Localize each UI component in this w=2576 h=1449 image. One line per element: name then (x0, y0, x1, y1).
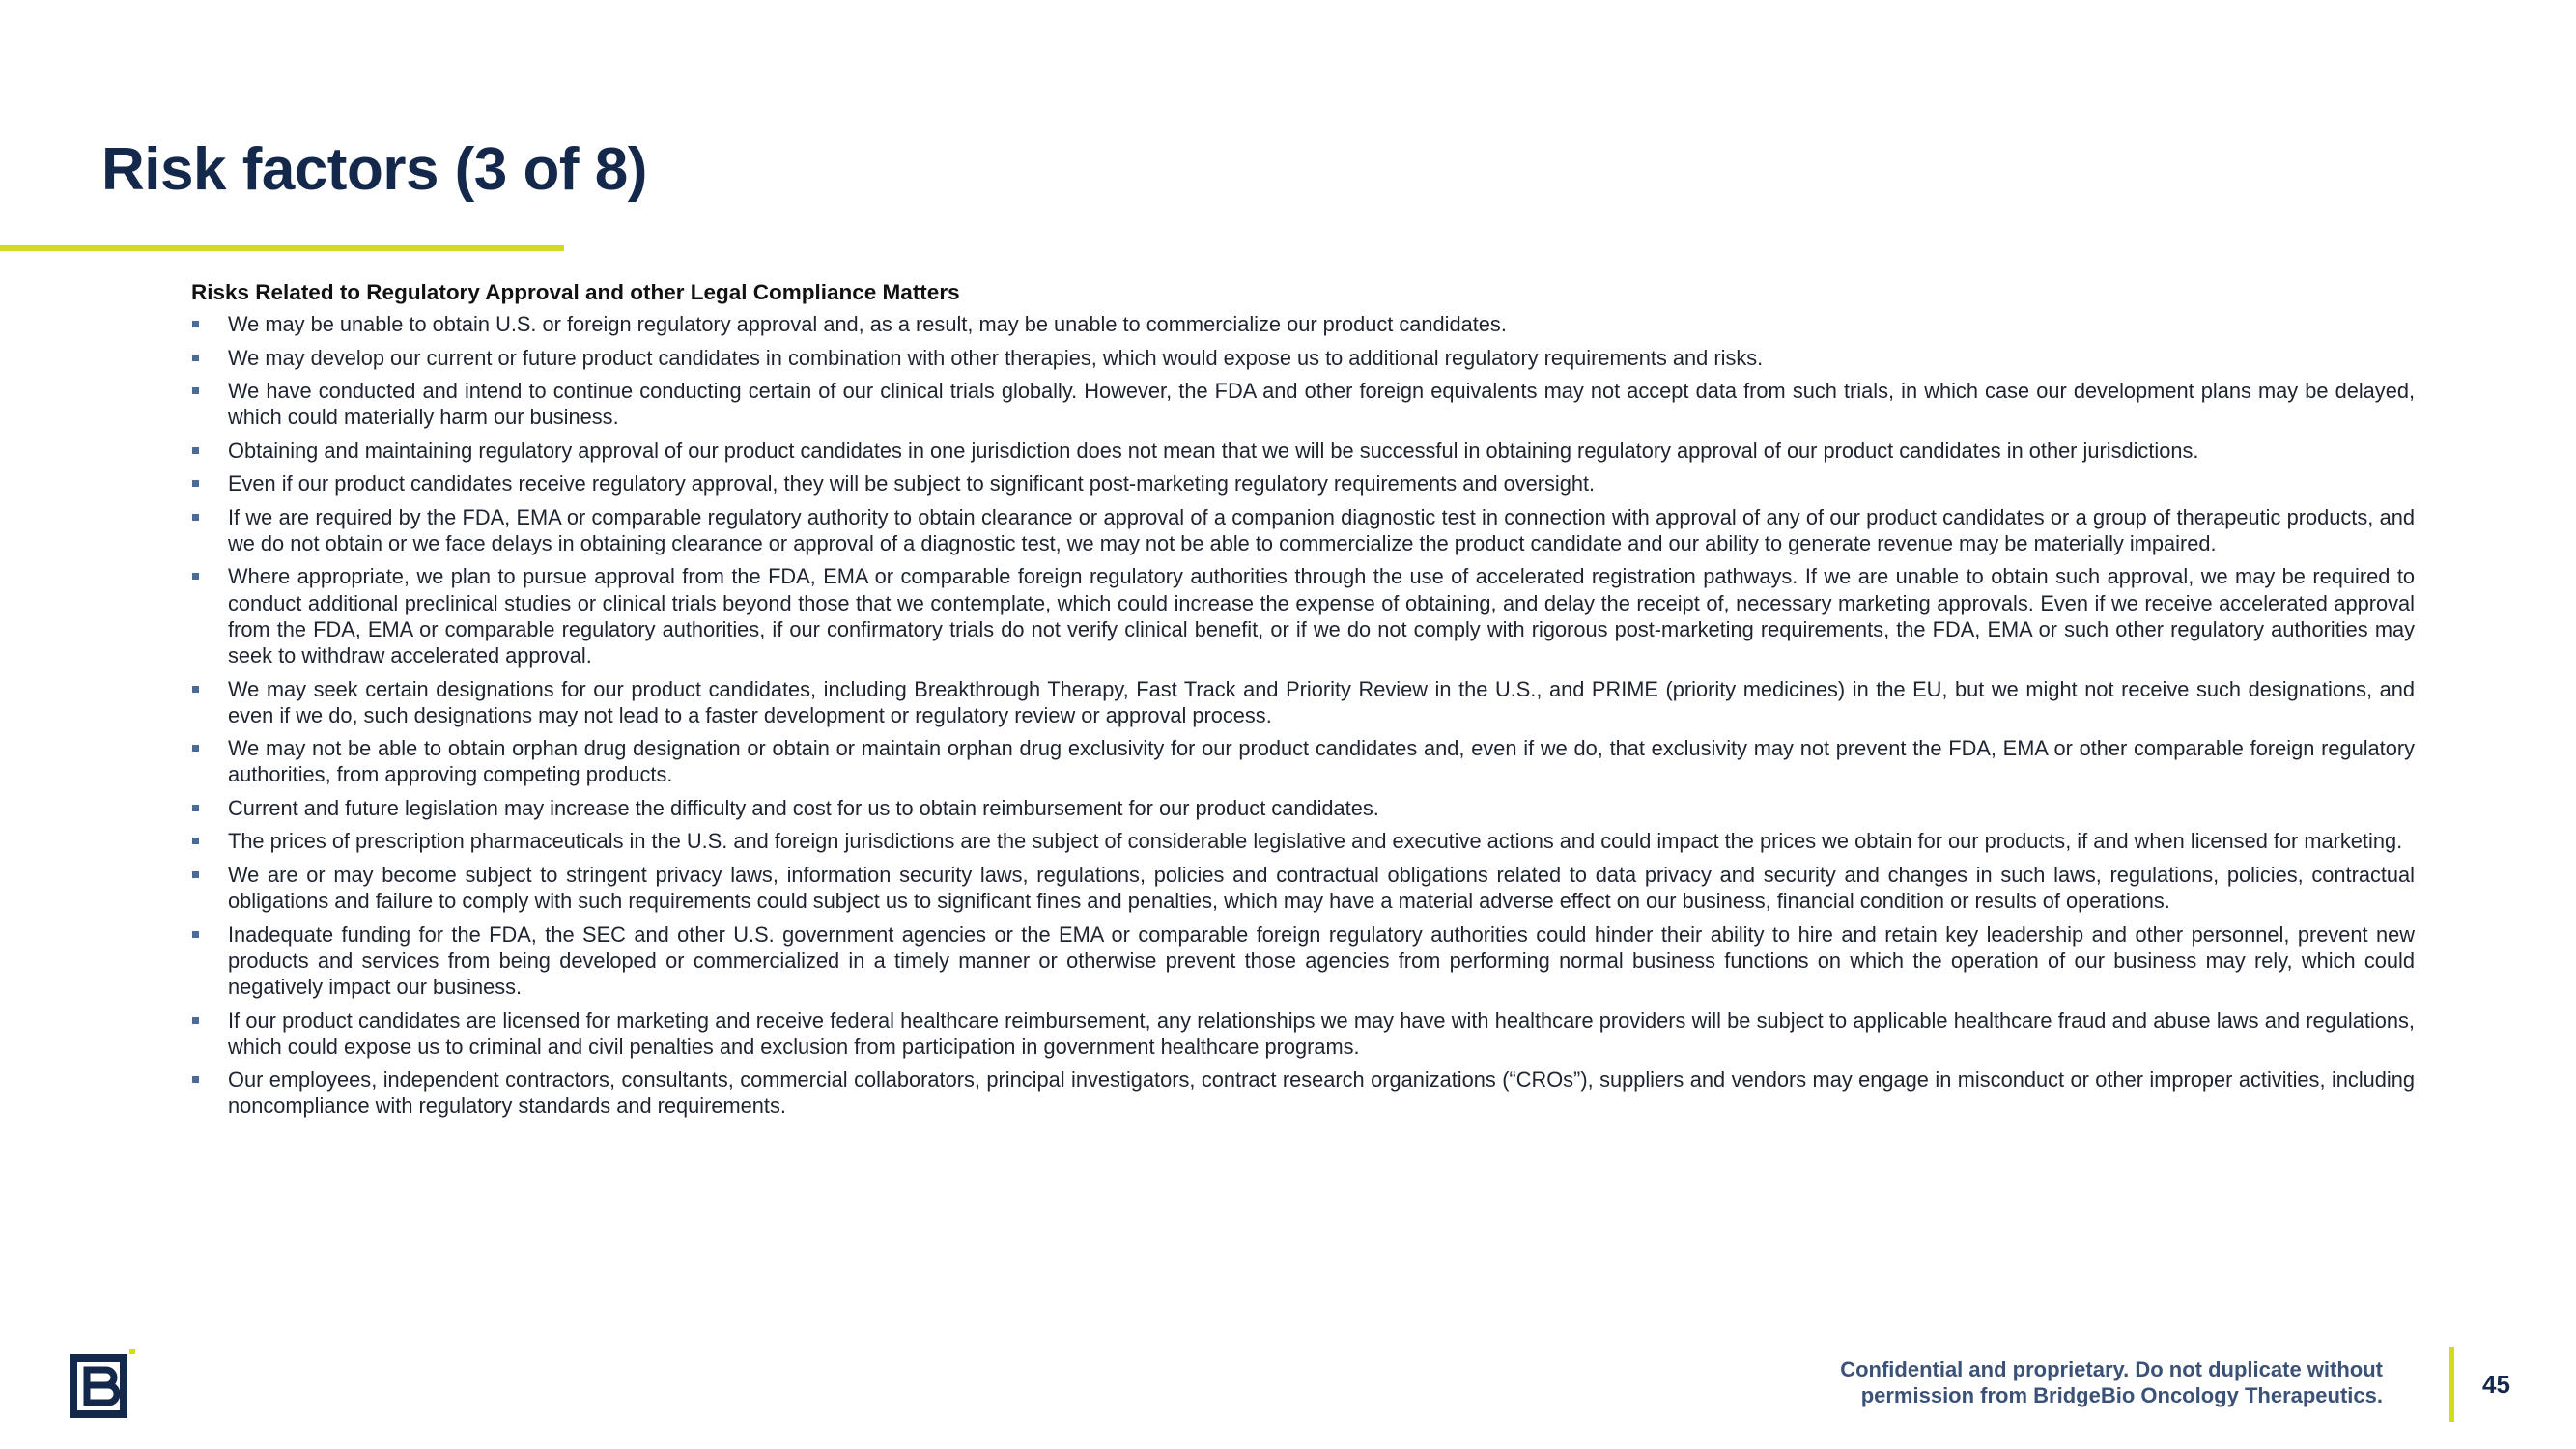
slide-title: Risk factors (3 of 8) (101, 136, 647, 203)
risk-factors-content (191, 278, 2415, 1126)
risk-item-text: We may be unable to obtain U.S. or foreign regulatory approval and, as a result, may be unable to commercialize our product candidates. (228, 312, 1507, 336)
bullet-square-icon (192, 931, 199, 938)
bullet-square-icon (192, 387, 199, 394)
risk-item (191, 795, 2415, 821)
risk-item-text: If we are required by the FDA, EMA or comparable regulatory authority to obtain clearance or approval of a companion diagnostic test in connection with approval of any of our product candidates or a group of therapeutic products, and we do not obtain or we face delays in obtaining clearance or approval of a diagnostic test, we may not be able to commercialize the product candidate and our ability to generate revenue may be materially impaired. (228, 504, 2415, 555)
page-number: 45 (2482, 1370, 2510, 1399)
confidentiality-line-2: permission from BridgeBio Oncology Therapeutics. (1860, 1383, 2383, 1407)
risk-item (191, 735, 2415, 787)
risk-item (191, 862, 2415, 914)
bullet-square-icon (192, 871, 199, 878)
bullet-square-icon (192, 447, 199, 454)
risk-item-text: We are or may become subject to stringent privacy laws, information security laws, regulations, policies and contractual obligations related to data privacy and security and changes in such laws, regulations, policies, contractual obligations and failure to comply with such requirements could subject us to significant fines and penalties, which may have a material adverse effect on our business, financial condition or results of operations. (228, 862, 2415, 914)
title-accent-rule (0, 245, 564, 251)
risk-item-text: Obtaining and maintaining regulatory approval of our product candidates in one jurisdiction does not mean that we will be successful in obtaining regulatory approval of our product candidates in other jurisdictions. (228, 438, 2199, 463)
risk-item (191, 563, 2415, 668)
risk-item-text: The prices of prescription pharmaceuticals in the U.S. and foreign jurisdictions are the subject of considerable legislative and executive actions and could impact the prices we obtain for our products, if and when licensed for marketing. (228, 829, 2403, 854)
bullet-square-icon (192, 838, 199, 844)
risk-item (191, 922, 2415, 1001)
risk-item (191, 438, 2415, 464)
risk-item (191, 470, 2415, 497)
confidentiality-line-1: Confidential and proprietary. Do not duplicate without (1840, 1357, 2383, 1381)
risk-item (191, 676, 2415, 728)
risk-item-text: Inadequate funding for the FDA, the SEC and other U.S. government agencies or the EMA or comparable foreign regulatory authorities could hinder their ability to hire and retain key leadership and other personnel, prevent new products and services from being developed or commercialized in a timely manner or otherwise prevent those agencies from performing normal business functions on which the operation of our business may rely, which could negatively impact our business. (228, 922, 2415, 1000)
bullet-square-icon (192, 480, 199, 487)
risk-item-text: Where appropriate, we plan to pursue approval from the FDA, EMA or comparable foreign regulatory authorities through the use of accelerated registration pathways. If we are unable to obtain such approval, we may be required to conduct additional preclinical studies or clinical trials beyond those that we contemplate, which could increase the expense of obtaining, and delay the receipt of, necessary marketing approvals. Even if we receive accelerated approval from the FDA, EMA or comparable regulatory authorities, if our confirmatory trials do not verify clinical benefit, or if we do not comply with rigorous post-marketing requirements, the FDA, EMA or such other regulatory authorities may seek to withdraw accelerated approval. (228, 564, 2415, 668)
risk-item (191, 311, 2415, 337)
bullet-square-icon (192, 805, 199, 811)
risk-item-text: Our employees, independent contractors, consultants, commercial collaborators, principal investigators, contract research organizations (“CROs”), suppliers and vendors may engage in misconduct or other improper activities, including noncompliance with regulatory standards and requirements. (228, 1067, 2415, 1119)
risk-item-text: We may not be able to obtain orphan drug designation or obtain or maintain orphan drug exclusivity for our product candidates and, even if we do, that exclusivity may not prevent the FDA, EMA or other comparable foreign regulatory authorities, from approving competing products. (228, 736, 2415, 787)
footer-accent-divider (2449, 1347, 2454, 1422)
bullet-square-icon (192, 1017, 199, 1024)
bullet-square-icon (192, 573, 199, 580)
risk-item (191, 345, 2415, 371)
bullet-square-icon (192, 745, 199, 752)
risk-item-text: We may develop our current or future product candidates in combination with other therapies, which would expose us to additional regulatory requirements and risks. (228, 345, 1764, 370)
risk-item (191, 504, 2415, 556)
bullet-square-icon (192, 355, 199, 361)
confidentiality-notice (1840, 1356, 2383, 1408)
bullet-square-icon (192, 686, 199, 693)
risk-item-text: We may seek certain designations for our product candidates, including Breakthrough Therapy, Fast Track and Priority Review in the U.S., and PRIME (priority medicines) in the EU, but we might not receive such designations, and even if we do, such designations may not lead to a faster development or regulatory review or approval process. (228, 676, 2415, 727)
bullet-square-icon (192, 1076, 199, 1083)
risk-item-text: Even if our product candidates receive regulatory approval, they will be subject to significant post-marketing regulatory requirements and oversight. (228, 471, 1596, 497)
bridgebio-logo-icon (70, 1349, 135, 1420)
bullet-square-icon (192, 321, 199, 327)
risk-item-text: If our product candidates are licensed for marketing and receive federal healthcare reimbursement, any relationships we may have with healthcare providers will be subject to applicable healthcare fraud and abuse laws and regulations, which could expose us to criminal and civil penalties and exclusion from participation in government healthcare programs. (228, 1008, 2415, 1059)
risk-item (191, 1008, 2415, 1060)
risk-item (191, 828, 2415, 854)
risk-list (191, 311, 2415, 1120)
risk-item (191, 378, 2415, 430)
risk-item (191, 1066, 2415, 1119)
risk-item-text: Current and future legislation may increase the difficulty and cost for us to obtain reimbursement for our product candidates. (228, 795, 1379, 820)
risk-item-text: We have conducted and intend to continue conducting certain of our clinical trials globally. However, the FDA and other foreign equivalents may not accept data from such trials, in which case our development plans may be delayed, which could materially harm our business. (228, 379, 2415, 430)
bullet-square-icon (192, 514, 199, 521)
section-heading: Risks Related to Regulatory Approval and other Legal Compliance Matters (191, 280, 960, 304)
